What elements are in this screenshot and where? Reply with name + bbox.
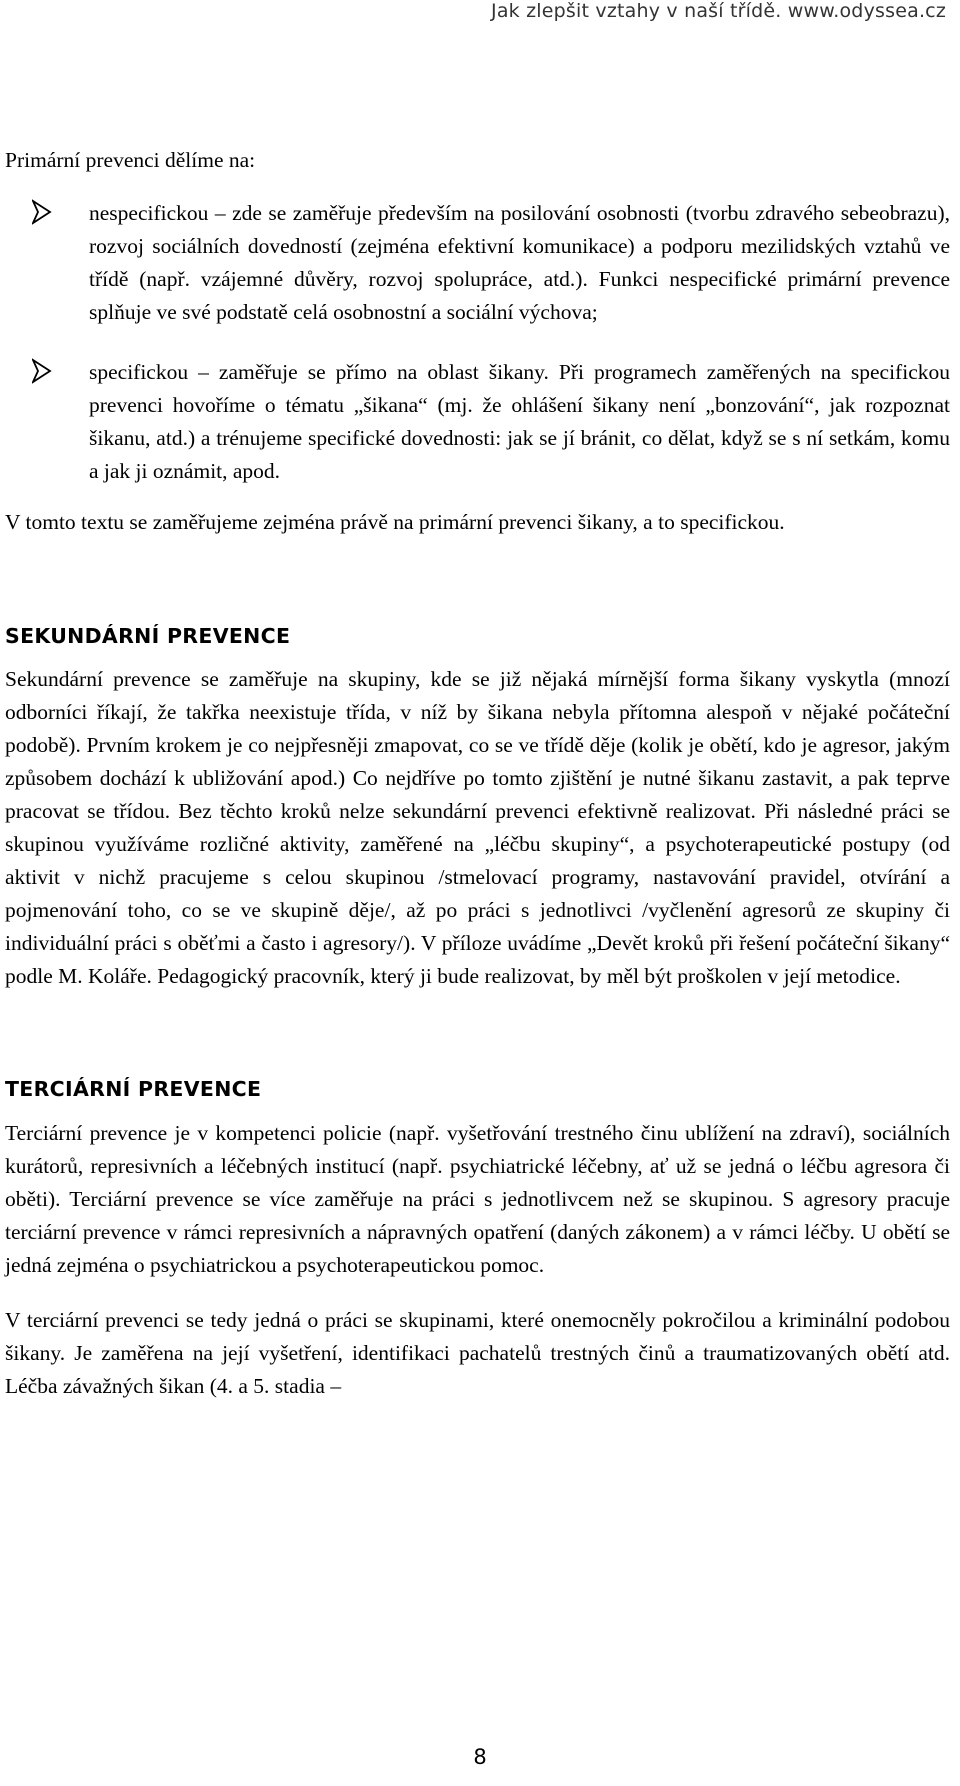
running-header: Jak zlepšit vztahy v naší třídě. www.odyssea.cz — [491, 0, 946, 22]
prevention-type-list — [5, 197, 950, 488]
paragraph: V terciární prevenci se tedy jedná o práci se skupinami, které onemocněly pokročilou a kriminální podobou šikany. Je zaměřena na její vyšetření, identifikaci pachatelů trestných činů a traumatizovaných obětí atd. Léčba závažných šikan (4. a 5. stadia – — [5, 1308, 950, 1398]
list-item — [5, 356, 950, 488]
paragraph: Terciární prevence je v kompetenci policie (např. vyšetřování trestného činu ublížení na zdraví), sociálních kurátorů, represivních a léčebných institucí (např. psychiatrické léčebny, ať už se jedná o léčbu agresora či oběti). Terciární prevence se více zaměřuje na práci s jednotlivcem než se skupinou. S agresory pracuje terciární prevence v rámci represivních a nápravných opatření (daných zákonem) a v rámci léčby. U obětí se jedná zejména o psychiatrickou a psychoterapeutickou pomoc. — [5, 1121, 950, 1277]
paragraph: Sekundární prevence se zaměřuje na skupiny, kde se již nějaká mírnější forma šikany vyskytla (mnozí odborníci říkají, že takřka neexistuje třída, v níž by šikana nebyla přítomna alespoň v nějaké počáteční podobě). Prvním krokem je co nejpřesněji zmapovat, co se ve třídě děje (kolik je obětí, kdo je agresor, jakým způsobem dochází k ubližování apod.) Co nejdříve po tomto zjištění je nutné šikanu zastavit, a pak teprve pracovat se třídou. Bez těchto kroků nelze sekundární prevenci efektivně realizovat. Při následné práci se skupinou využíváme rozličné aktivity, zaměřené na „léčbu skupiny“, a psychoterapeutické postupy (od aktivit v nichž pracujeme s celou skupinou /stmelovací programy, nastavování pravidel, otvírání a pojmenování toho, co se ve skupině děje/, až po práci s jednotlivci /vyčlenění agresorů ze skupiny či individuální práci s oběťmi a často i agresory/). V příloze uvádíme „Devět kroků při řešení počáteční šikany“ podle M. Koláře. Pedagogický pracovník, který ji bude realizovat, by měl být proškolen v její metodice. — [5, 667, 950, 988]
section-heading-secondary: SEKUNDÁRNÍ PREVENCE — [5, 624, 291, 648]
bullet-text: specifickou – zaměřuje se přímo na oblast šikany. Při programech zaměřených na specifickou prevenci hovoříme o tématu „šikana“ (mj. že ohlášení šikany není „bonzování“, jak rozpoznat šikanu, atd.) a trénujeme specifické dovednosti: jak se jí bránit, co dělat, když se s ní setkám, komu a jak ji oznámit, apod. — [89, 360, 950, 483]
list-item — [5, 197, 950, 329]
page-body — [5, 144, 950, 1403]
section-heading-tertiary: TERCIÁRNÍ PREVENCE — [5, 1077, 262, 1101]
focus-paragraph: V tomto textu se zaměřujeme zejména právě na primární prevenci šikany, a to specifickou. — [5, 510, 785, 534]
page-number: 8 — [473, 1745, 487, 1769]
arrow-bullet-icon — [32, 199, 52, 225]
intro-line: Primární prevenci dělíme na: — [5, 148, 256, 172]
arrow-bullet-icon — [32, 358, 52, 384]
bullet-text: nespecifickou – zde se zaměřuje především na posilování osobnosti (tvorbu zdravého sebeobrazu), rozvoj sociálních dovedností (zejména efektivní komunikace) a podporu mezilidských vztahů ve třídě (např. vzájemné důvěry, rozvoj spolupráce, atd.). Funkci nespecifické primární prevence splňuje ve své podstatě celá osobnostní a sociální výchova; — [89, 201, 950, 324]
